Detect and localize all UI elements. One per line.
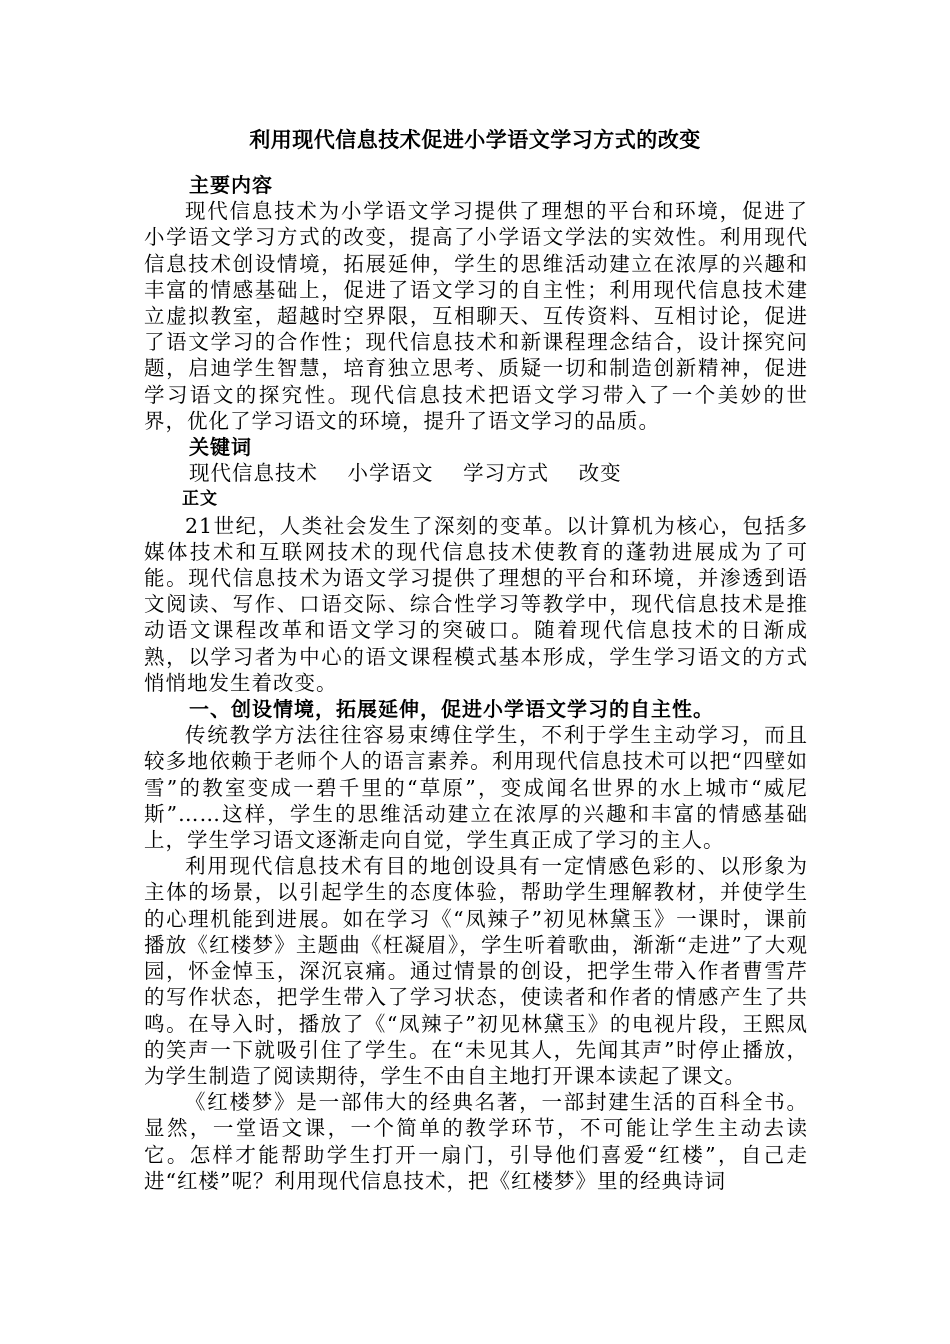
document-title: 利用现代信息技术促进小学语文学习方式的改变 bbox=[249, 128, 701, 152]
keyword: 改变 bbox=[578, 461, 622, 486]
body-intro-paragraph: 21世纪，人类社会发生了深刻的变革。以计算机为核心，包括多媒体技术和互联网技术的现代信息技术使教育的蓬勃进展成为了可能。现代信息技术为语文学习提供了理想的平台和环境，并渗透到语文阅读、写作、口语交际、综合性学习等教学中，现代信息技术是推动语文课程改革和语文学习的突破口。随着现代信息技术的日渐成熟，以学习者为中心的语文课程模式基本形成，学生学习语文的方式悄悄地发生着改变。 bbox=[144, 513, 808, 695]
section-paragraph: 利用现代信息技术有目的地创设具有一定情感色彩的、以形象为主体的场景，以引起学生的态度体验，帮助学生理解教材，并使学生的心理机能到进展。如在学习《“凤辣子”初见林黛玉》一课时，课前播放《红楼梦》主题曲《枉凝眉》，学生听着歌曲，渐渐“走进”了大观园，怀金悼玉，深沉哀痛。通过情景的创设，把学生带入作者曹雪芹的写作状态，把学生带入了学习状态，使读者和作者的情感产生了共鸣。在导入时，播放了《“凤辣子”初见林黛玉》的电视片段，王熙凤的笑声一下就吸引住了学生。在“未见其人，先闻其声”时停止播放，为学生制造了阅读期待，学生不由自主地打开课本读起了课文。 bbox=[144, 854, 808, 1088]
keyword: 小学语文 bbox=[347, 461, 434, 486]
keywords-heading: 关键词 bbox=[189, 435, 252, 460]
keywords-line bbox=[144, 460, 808, 486]
body-heading: 正文 bbox=[182, 489, 218, 510]
section-paragraph: 《红楼梦》是一部伟大的经典名著，一部封建生活的百科全书。显然，一堂语文课，一个简单的教学环节，不可能让学生主动去读它。怎样才能帮助学生打开一扇门，引导他们喜爱“红楼”，自己走进“红楼”呢？利用现代信息技术，把《红楼梦》里的经典诗词 bbox=[144, 1090, 808, 1193]
abstract-paragraph: 现代信息技术为小学语文学习提供了理想的平台和环境，促进了小学语文学习方式的改变，提高了小学语文学法的实效性。利用现代信息技术创设情境，拓展延伸，学生的思维活动建立在浓厚的兴趣和丰富的情感基础上，促进了语文学习的自主性；利用现代信息技术建立虚拟教室，超越时空界限，互相聊天、互传资料、互相讨论，促进了语文学习的合作性；现代信息技术和新课程理念结合，设计探究问题，启迪学生智慧，培育独立思考、质疑一切和制造创新精神，促进学习语文的探究性。现代信息技术把语文学习带入了一个美妙的世界，优化了学习语文的环境，提升了语文学习的品质。 bbox=[144, 199, 808, 433]
keyword: 现代信息技术 bbox=[189, 461, 318, 486]
section-heading: 一、创设情境，拓展延伸，促进小学语文学习的自主性。 bbox=[189, 697, 714, 722]
abstract-heading: 主要内容 bbox=[189, 173, 273, 197]
keyword: 学习方式 bbox=[463, 461, 550, 486]
section-paragraph: 传统教学方法往往容易束缚住学生，不利于学生主动学习，而且较多地依赖于老师个人的语言素养。利用现代信息技术可以把“四壁如雪”的教室变成一碧千里的“草原”，变成闻名世界的水上城市“威尼斯”……这样，学生的思维活动建立在浓厚的兴趣和丰富的情感基础上，学生学习语文逐渐走向自觉，学生真正成了学习的主人。 bbox=[144, 723, 808, 853]
document-body bbox=[144, 172, 808, 1194]
